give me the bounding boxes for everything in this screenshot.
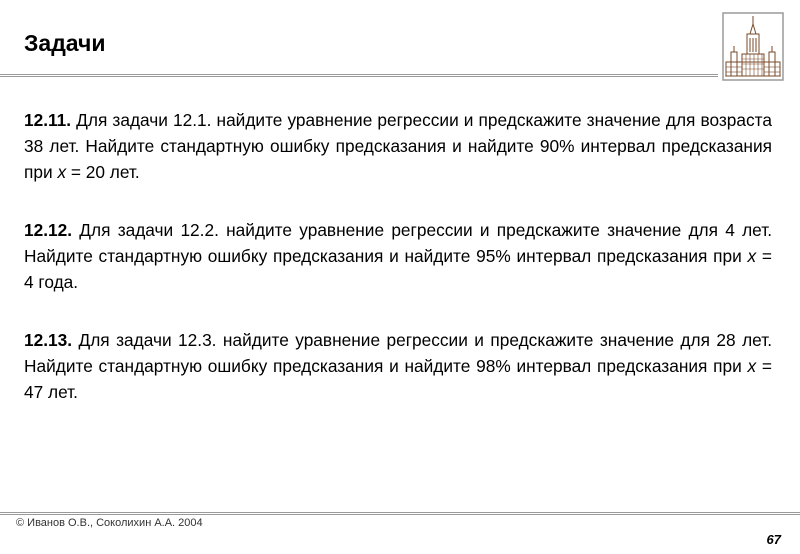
page-number: 67: [766, 532, 781, 547]
footer-divider: [0, 512, 800, 515]
title-divider: [0, 74, 718, 77]
task-12-11: [24, 107, 772, 185]
slide-title: Задачи: [24, 30, 106, 56]
task-text-end: = 20 лет.: [66, 162, 140, 182]
task-number: 12.12.: [24, 220, 73, 240]
tasks-list: [24, 107, 772, 437]
university-building-icon: [722, 12, 784, 81]
task-text: Для задачи 12.1. найдите уравнение регрессии и предскажите значение для возраста 38 лет. Найдите стандартную ошибку предсказания и найдите 90% интервал предсказания при: [24, 110, 772, 182]
task-text: Для задачи 12.3. найдите уравнение регрессии и предскажите значение для 28 лет. Найдите стандартную ошибку предсказания и найдите 98% интервал предсказания при: [24, 330, 772, 376]
task-variable: x: [747, 356, 757, 376]
copyright-text: © Иванов О.В., Соколихин А.А. 2004: [16, 517, 203, 529]
task-variable: x: [57, 162, 67, 182]
task-12-12: [24, 217, 772, 295]
task-number: 12.11.: [24, 110, 72, 130]
task-number: 12.13.: [24, 330, 73, 350]
task-12-13: [24, 327, 772, 405]
task-text-end: = 4 года.: [24, 246, 772, 292]
task-text-end: = 47 лет.: [24, 356, 772, 402]
task-text: Для задачи 12.2. найдите уравнение регрессии и предскажите значение для 4 лет. Найдите стандартную ошибку предсказания и найдите 95% интервал предсказания при: [24, 220, 772, 266]
task-variable: x: [747, 246, 757, 266]
